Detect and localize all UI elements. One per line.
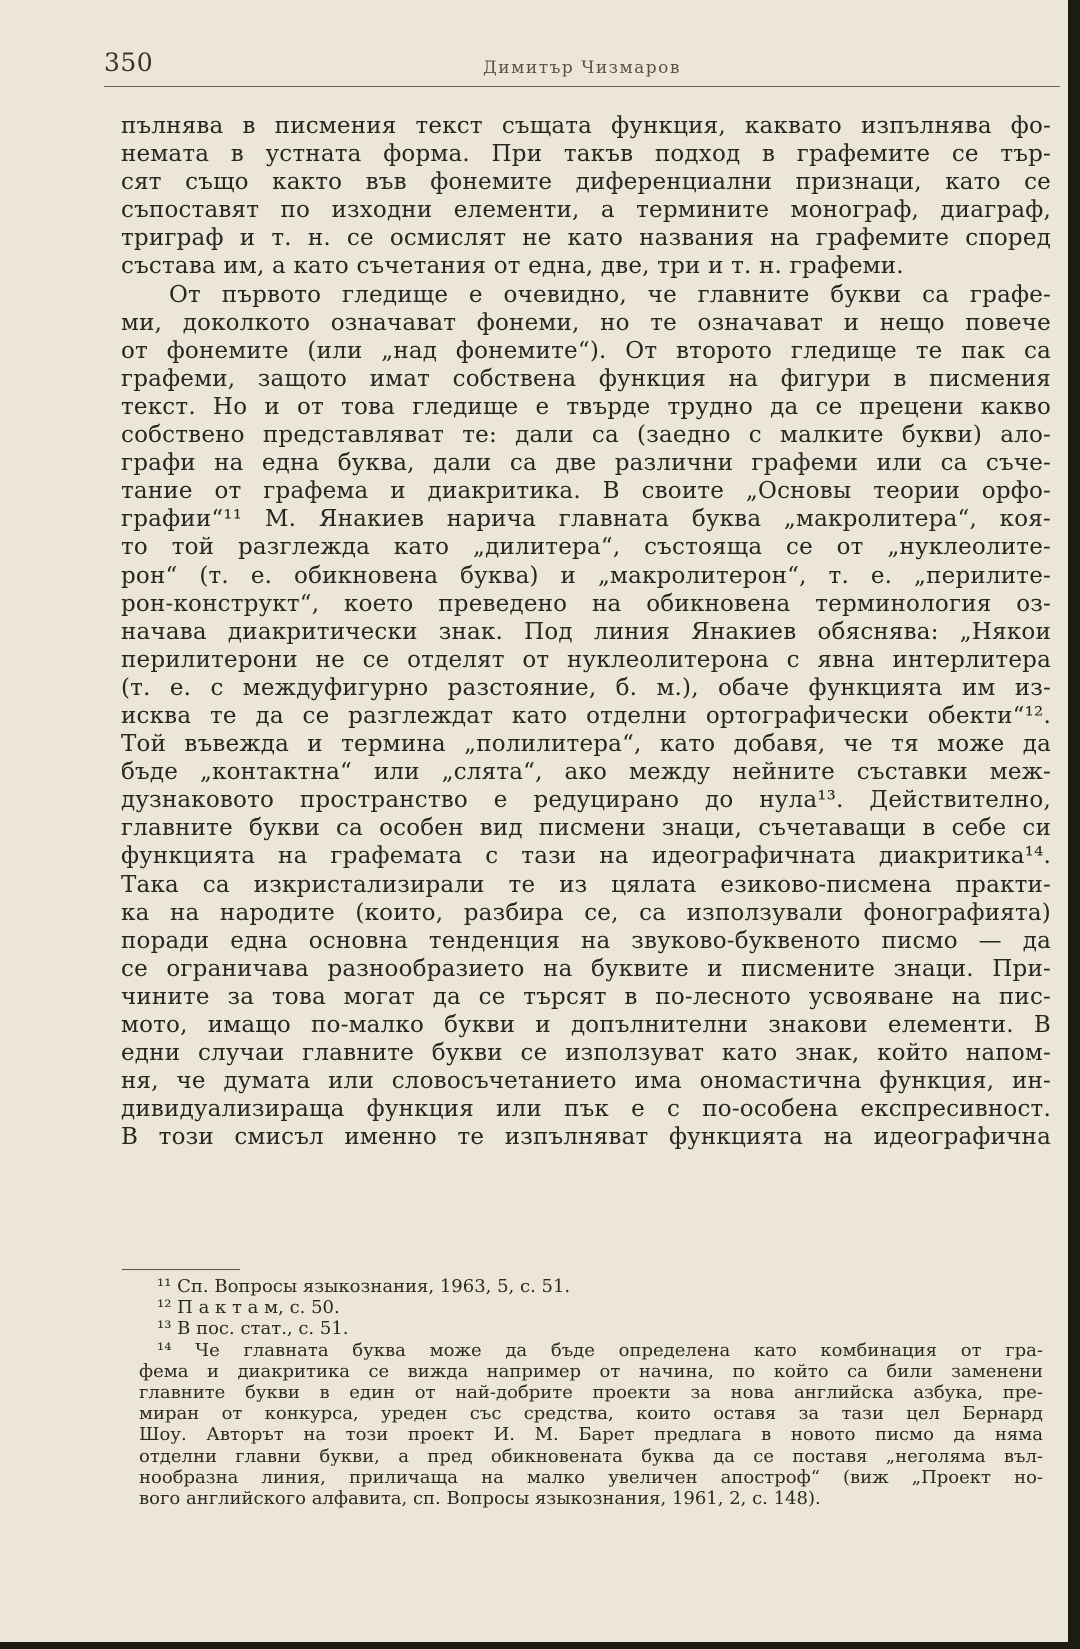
footnote-line: миран от конкурса, уреден със средства, които оставя за тази цел Бернард bbox=[139, 1403, 1043, 1425]
text-line: собствено представляват те: дали са (заедно с малките букви) ало- bbox=[121, 422, 1051, 449]
header-rule bbox=[104, 86, 1060, 87]
text-line: от фонемите (или „над фонемите“). От второто гледище те пак са bbox=[121, 337, 1051, 364]
text-line: ня, че думата или словосъчетанието има ономастична функция, ин- bbox=[121, 1068, 1051, 1095]
text-line: едни случаи главните букви се използуват като знак, който напом- bbox=[121, 1040, 1051, 1067]
text-line: бъде „контактна“ или „слята“, ако между нейните съставки меж- bbox=[121, 759, 1051, 786]
text-line: дивидуализираща функция или пък е с по-особена експресивност. bbox=[121, 1096, 1051, 1123]
text-line: чините за това могат да се търсят в по-лесното усвояване на пис- bbox=[121, 983, 1051, 1010]
footnote-line: ¹⁴ Че главната буква може да бъде определена като комбинация от гра- bbox=[157, 1339, 1043, 1361]
text-line: то той разглежда като „дилитера“, състояща се от „нуклеолите- bbox=[121, 534, 1051, 561]
text-line: графеми, защото имат собствена функция на фигури в писмения bbox=[121, 365, 1051, 392]
text-line: Той въвежда и термина „полилитера“, като добавя, че тя може да bbox=[121, 731, 1051, 758]
page-number: 350 bbox=[104, 48, 154, 77]
main-text bbox=[121, 112, 1051, 1151]
footnote-line: главните букви в един от най-добрите проекти за нова английска азбука, пре- bbox=[139, 1381, 1043, 1403]
footnote-rule bbox=[122, 1269, 240, 1270]
footnote-line: фема и диакритика се вижда например от начина, по който са били заменени bbox=[139, 1360, 1043, 1382]
text-line: От първото гледище е очевидно, че главните букви са графе- bbox=[169, 281, 1051, 308]
text-line: функцията на графемата с тази на идеографичната диакритика¹⁴. bbox=[121, 843, 1051, 870]
text-line: перилитерони не се отделят от нуклеолитерона с явна интерлитера bbox=[121, 646, 1051, 673]
footnote-line: вого английского алфавита, сп. Вопросы языкознания, 1961, 2, с. 148). bbox=[139, 1487, 821, 1509]
footnote-line: Шоу. Авторът на този проект И. М. Барет предлага в новото писмо да няма bbox=[139, 1424, 1043, 1446]
page-header bbox=[104, 42, 1060, 82]
footnote-line: ¹³ В пос. стат., с. 51. bbox=[157, 1318, 349, 1340]
text-line: ка на народите (които, разбира се, са използували фонографията) bbox=[121, 899, 1051, 926]
text-line: текст. Но и от това гледище е твърде трудно да се прецени какво bbox=[121, 393, 1051, 420]
footnote-line: нообразна линия, приличаща на малко увеличен апостроф“ (виж „Проект но- bbox=[139, 1466, 1043, 1488]
text-line: главните букви са особен вид писмени знаци, съчетаващи в себе си bbox=[121, 815, 1051, 842]
footnote-line: отделни главни букви, а пред обикновената буква да се поставя „неголяма въл- bbox=[139, 1445, 1043, 1467]
text-line: графи на една буква, дали са две различни графеми или са съче- bbox=[121, 450, 1051, 477]
text-line: триграф и т. н. се осмислят не като названия на графемите според bbox=[121, 225, 1051, 252]
page-right-edge bbox=[1070, 0, 1080, 1649]
text-line: исква те да се разглеждат като отделни ортографически обекти“¹². bbox=[121, 702, 1051, 729]
text-line: се ограничава разнообразието на буквите и писмените знаци. При- bbox=[121, 955, 1051, 982]
text-line: В този смисъл именно те изпълняват функцията на идеографична bbox=[121, 1124, 1051, 1151]
text-line: графии“¹¹ М. Янакиев нарича главната буква „макролитера“, коя- bbox=[121, 506, 1051, 533]
text-line: мото, имащо по-малко букви и допълнителни знакови елементи. В bbox=[121, 1012, 1051, 1038]
text-line: начава диакритически знак. Под линия Янакиев обяснява: „Някои bbox=[121, 618, 1051, 645]
text-line: пълнява в писмения текст същата функция, каквато изпълнява фо- bbox=[121, 113, 1051, 139]
text-line: дузнаковото пространство е редуцирано до нула¹³. Действително, bbox=[121, 787, 1051, 814]
running-head-author: Димитър Чизмаров bbox=[482, 58, 681, 78]
text-line: тание от графема и диакритика. В своите „Основы теории орфо- bbox=[121, 478, 1051, 505]
footnote-line: ¹¹ Сп. Вопросы языкознания, 1963, 5, с. 51. bbox=[157, 1276, 571, 1297]
text-line: състава им, а като съчетания от една, две, три и т. н. графеми. bbox=[121, 253, 904, 280]
text-line: рон-конструкт“, което преведено на обикновена терминология оз- bbox=[121, 590, 1051, 617]
footnotes bbox=[139, 1276, 1043, 1509]
text-line: немата в устната форма. При такъв подход в графемите се тър- bbox=[121, 141, 1051, 168]
text-line: (т. е. с междуфигурно разстояние, б. м.), обаче функцията им из- bbox=[121, 674, 1051, 701]
text-line: поради една основна тенденция на звуково-буквеното писмо — да bbox=[121, 927, 1051, 954]
text-line: съпоставят по изходни елементи, а термините монограф, диаграф, bbox=[121, 197, 1051, 224]
text-line: сят също както във фонемите диференциални признаци, като се bbox=[121, 169, 1051, 196]
text-line: рон“ (т. е. обикновена буква) и „макролитерон“, т. е. „перилите- bbox=[121, 562, 1051, 589]
footnote-line: ¹² П а к т а м, с. 50. bbox=[157, 1297, 340, 1319]
text-line: Така са изкристализирали те из цялата езиково-писмена практи- bbox=[121, 871, 1051, 898]
text-line: ми, доколкото означават фонеми, но те означават и нещо повече bbox=[121, 309, 1051, 336]
page-bottom-edge bbox=[0, 1642, 1080, 1649]
